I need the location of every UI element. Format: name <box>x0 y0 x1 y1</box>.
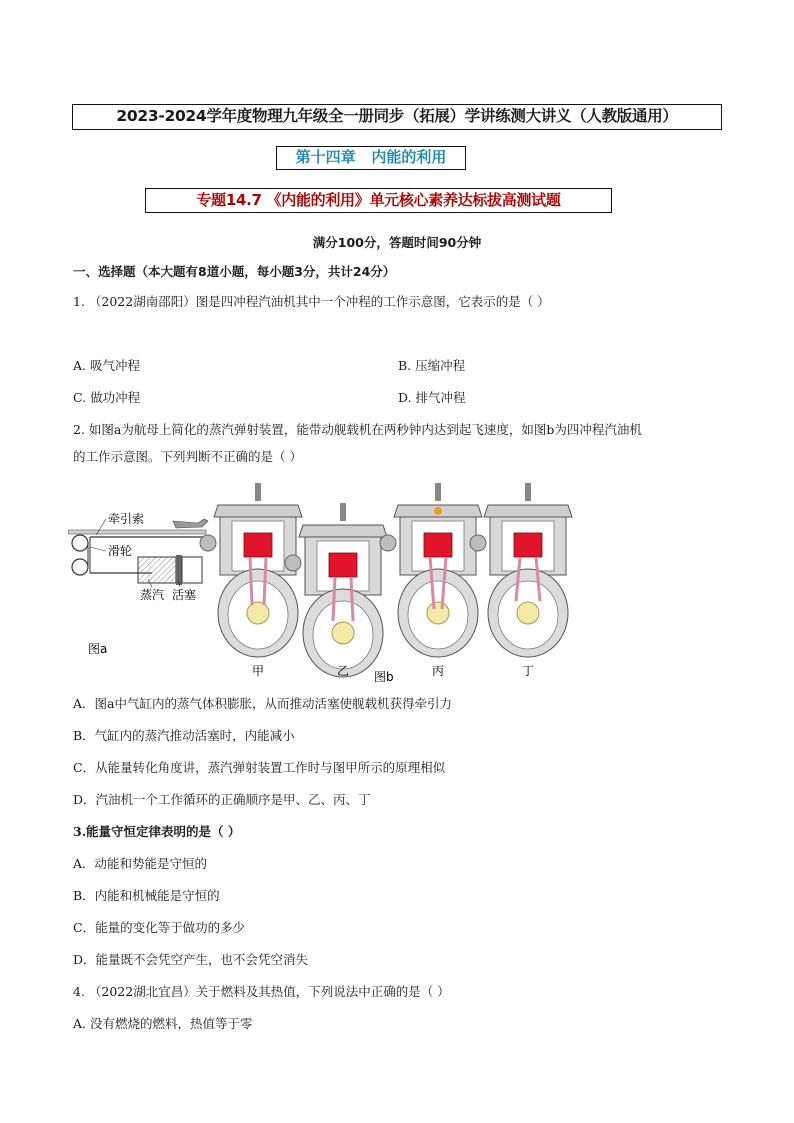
engine-label-yi: 乙 <box>337 664 350 678</box>
label-piston: 活塞 <box>172 588 197 602</box>
engine-yi <box>285 503 387 678</box>
pulley-icon <box>72 559 88 575</box>
q3-option-c: C．能量的变化等于做功的多少 <box>73 920 246 935</box>
q2-option-c: C．从能量转化角度讲，蒸汽弹射装置工作时与图甲所示的原理相似 <box>73 760 446 775</box>
q3-option-b: B．内能和机械能是守恒的 <box>73 888 220 903</box>
figure-a-catapult <box>68 511 208 656</box>
q1-option-d: D. 排气冲程 <box>398 390 466 405</box>
topic-title: 专题14.7 《内能的利用》单元核心素养达标拔高测试题 <box>145 188 612 213</box>
engine-bing <box>380 483 482 678</box>
engine-ding <box>470 483 572 678</box>
q4-option-a: A. 没有燃烧的燃料，热值等于零 <box>73 1016 253 1031</box>
label-rope: 牵引索 <box>108 512 145 526</box>
engine-label-ding: 丁 <box>522 664 535 678</box>
q3-option-a: A．动能和势能是守恒的 <box>73 856 208 871</box>
pulley-icon <box>72 535 88 551</box>
section-heading: 一、选择题（本大题有8道小题，每小题3分，共计24分） <box>73 264 396 279</box>
q1-option-b: B. 压缩冲程 <box>398 358 466 373</box>
series-title: 2023-2024学年度物理九年级全一册同步（拓展）学讲练测大讲义（人教版通用） <box>72 104 722 130</box>
caption-figure-b: 图b <box>374 670 394 684</box>
q1-option-c: C. 做功冲程 <box>73 390 141 405</box>
question-1-stem: 1. （2022湖南邵阳）图是四冲程汽油机其中一个冲程的工作示意图，它表示的是（ ） <box>73 294 550 309</box>
question-3-stem: 3.能量守恒定律表明的是（ ） <box>73 824 241 839</box>
aircraft-icon <box>173 519 208 528</box>
q3-option-d: D．能量既不会凭空产生，也不会凭空消失 <box>73 952 309 967</box>
question-2-stem-line-1: 2. 如图a为航母上简化的蒸汽弹射装置，能带动舰载机在两秒钟内达到起飞速度，如图b为四冲程汽油机 <box>73 422 642 437</box>
q2-option-a: A．图a中气缸内的蒸气体积膨胀，从而推动活塞使舰载机获得牵引力 <box>73 696 452 711</box>
q1-option-a: A. 吸气冲程 <box>73 358 140 373</box>
engine-label-jia: 甲 <box>252 664 265 678</box>
question-2-figure <box>68 475 748 685</box>
label-steam: 蒸汽 <box>140 588 165 602</box>
q2-option-b: B．气缸内的蒸汽推动活塞时，内能减小 <box>73 728 295 743</box>
caption-figure-a: 图a <box>88 642 108 656</box>
engine-jia <box>200 483 302 678</box>
chapter-title: 第十四章 内能的利用 <box>276 146 466 170</box>
label-pulley: 滑轮 <box>108 544 133 558</box>
exam-note: 满分100分，答题时间90分钟 <box>312 235 482 250</box>
piston-block <box>176 555 182 585</box>
engine-label-bing: 丙 <box>432 664 445 678</box>
question-2-stem-line-2: 的工作示意图。下列判断不正确的是（ ） <box>73 449 302 464</box>
q2-option-d: D．汽油机一个工作循环的正确顺序是甲、乙、丙、丁 <box>73 792 371 807</box>
steam-cylinder <box>138 557 176 583</box>
question-4-stem: 4. （2022湖北宜昌）关于燃料及其热值，下列说法中正确的是（ ） <box>73 984 450 999</box>
